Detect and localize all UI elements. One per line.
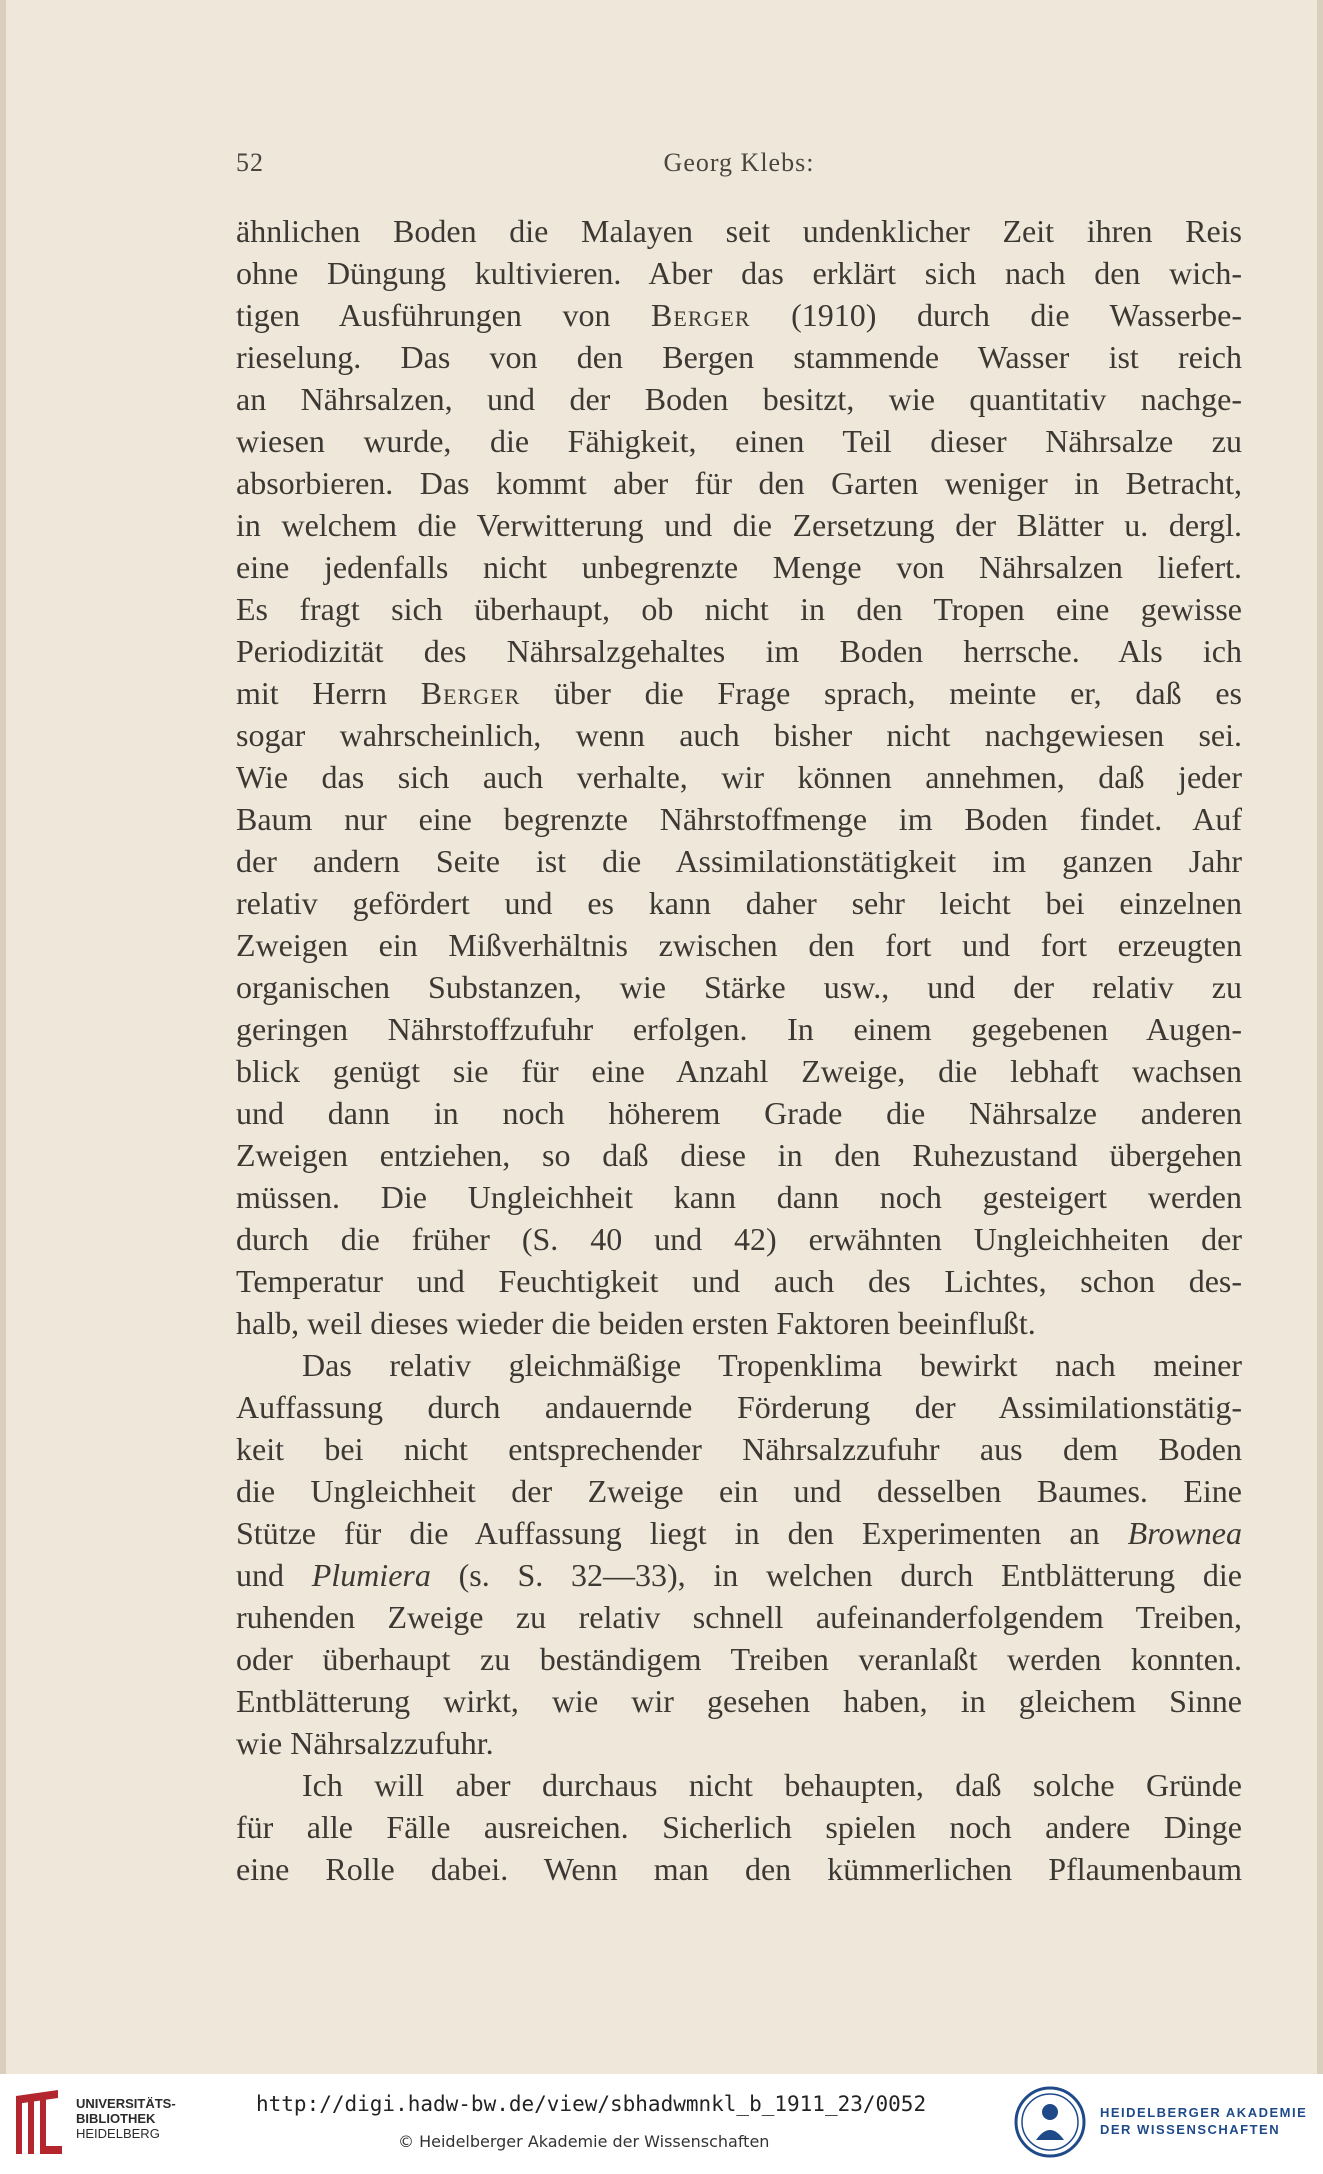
text-line: wie Nährsalzzufuhr. — [236, 1725, 494, 1761]
text-line: in welchem die Verwitterung und die Zersetzung der Blätter u. dergl. — [236, 507, 1242, 543]
text-line: Das relativ gleichmäßige Tropenklima bewirkt nach meiner — [302, 1347, 1242, 1383]
viewer-footer — [0, 2074, 1323, 2174]
text-line: Ich will aber durchaus nicht behaupten, daß solche Gründe — [302, 1767, 1242, 1803]
academy-name — [1100, 2104, 1307, 2138]
academy-line-2: DER WISSENSCHAFTEN — [1100, 2122, 1281, 2137]
text-line: eine Rolle dabei. Wenn man den kümmerlichen Pflaumenbaum — [236, 1851, 1242, 1887]
text-line: und Plumiera (s. S. 32—33), in welchen durch Entblätterung die — [236, 1557, 1242, 1593]
text-line: Entblätterung wirkt, wie wir gesehen haben, in gleichem Sinne — [236, 1683, 1242, 1719]
text-line: sogar wahrscheinlich, wenn auch bisher nicht nachgewiesen sei. — [236, 717, 1242, 753]
text-line: tigen Ausführungen von Berger (1910) durch die Wasserbe- — [236, 297, 1242, 333]
text-line: der andern Seite ist die Assimilationstätigkeit im ganzen Jahr — [236, 843, 1242, 879]
page-number: 52 — [236, 148, 264, 177]
text-line: Zweigen entziehen, so daß diese in den Ruhezustand übergehen — [236, 1137, 1242, 1173]
permalink-url[interactable]: http://digi.hadw-bw.de/view/sbhadwmnkl_b_1911_23/0052 — [256, 2092, 927, 2116]
text-line: Auffassung durch andauernde Förderung der Assimilationstätig- — [236, 1389, 1242, 1425]
library-line-1: UNIVERSITÄTS- — [76, 2096, 176, 2111]
text-line: organischen Substanzen, wie Stärke usw., und der relativ zu — [236, 969, 1242, 1005]
library-line-2: BIBLIOTHEK — [76, 2111, 156, 2126]
page-edge-right — [1317, 0, 1323, 2074]
page-header — [236, 148, 1242, 184]
text-line: ohne Düngung kultivieren. Aber das erklärt sich nach den wich- — [236, 255, 1242, 291]
text-line: eine jedenfalls nicht unbegrenzte Menge von Nährsalzen liefert. — [236, 549, 1242, 585]
text-line: absorbieren. Das kommt aber für den Garten weniger in Betracht, — [236, 465, 1242, 501]
text-line: oder überhaupt zu beständigem Treiben veranlaßt werden konnten. — [236, 1641, 1242, 1677]
academy-seal-icon — [1012, 2084, 1088, 2160]
library-name — [76, 2096, 176, 2141]
text-line: Zweigen ein Mißverhältnis zwischen den fort und fort erzeugten — [236, 927, 1242, 963]
genus-name: Plumiera — [311, 1557, 431, 1593]
author-name: Berger — [420, 675, 521, 711]
copyright-notice: © Heidelberger Akademie der Wissenschaften — [398, 2132, 770, 2151]
text-line: mit Herrn Berger über die Frage sprach, meinte er, daß es — [236, 675, 1242, 711]
text-line: blick genügt sie für eine Anzahl Zweige, die lebhaft wachsen — [236, 1053, 1242, 1089]
page-edge-left — [0, 0, 6, 2074]
text-line: keit bei nicht entsprechender Nährsalzzufuhr aus dem Boden — [236, 1431, 1242, 1467]
text-line: relativ gefördert und es kann daher sehr leicht bei einzelnen — [236, 885, 1242, 921]
text-line: und dann in noch höherem Grade die Nährsalze anderen — [236, 1095, 1242, 1131]
text-line: ruhenden Zweige zu relativ schnell aufeinanderfolgendem Treiben, — [236, 1599, 1242, 1635]
library-line-3: HEIDELBERG — [76, 2126, 160, 2141]
text-line: ähnlichen Boden die Malayen seit undenklicher Zeit ihren Reis — [236, 213, 1242, 249]
text-line: wiesen wurde, die Fähigkeit, einen Teil dieser Nährsalze zu — [236, 423, 1242, 459]
text-line: Wie das sich auch verhalte, wir können annehmen, daß jeder — [236, 759, 1242, 795]
running-head: Georg Klebs: — [663, 148, 815, 177]
genus-name: Brownea — [1127, 1515, 1242, 1551]
text-line: Periodizität des Nährsalzgehaltes im Boden herrsche. Als ich — [236, 633, 1242, 669]
text-line: die Ungleichheit der Zweige ein und desselben Baumes. Eine — [236, 1473, 1242, 1509]
text-line: rieselung. Das von den Bergen stammende Wasser ist reich — [236, 339, 1242, 375]
text-line: für alle Fälle ausreichen. Sicherlich spielen noch andere Dinge — [236, 1809, 1242, 1845]
text-line: Temperatur und Feuchtigkeit und auch des Lichtes, schon des- — [236, 1263, 1242, 1299]
text-line: Stütze für die Auffassung liegt in den Experimenten an Brownea — [236, 1515, 1242, 1551]
text-line: geringen Nährstoffzufuhr erfolgen. In einem gegebenen Augen- — [236, 1011, 1242, 1047]
text-line: müssen. Die Ungleichheit kann dann noch gesteigert werden — [236, 1179, 1242, 1215]
library-logo-icon — [10, 2086, 66, 2162]
text-line: halb, weil dieses wieder die beiden ersten Faktoren beeinflußt. — [236, 1305, 1036, 1341]
academy-line-1: HEIDELBERGER AKADEMIE — [1100, 2105, 1308, 2120]
text-line: an Nährsalzen, und der Boden besitzt, wie quantitativ nachge- — [236, 381, 1242, 417]
text-line: Baum nur eine begrenzte Nährstoffmenge im Boden findet. Auf — [236, 801, 1242, 837]
body-text — [236, 210, 1242, 1890]
text-line: Es fragt sich überhaupt, ob nicht in den Tropen eine gewisse — [236, 591, 1242, 627]
author-name: Berger — [651, 297, 751, 333]
text-line: durch die früher (S. 40 und 42) erwähnten Ungleichheiten der — [236, 1221, 1242, 1257]
